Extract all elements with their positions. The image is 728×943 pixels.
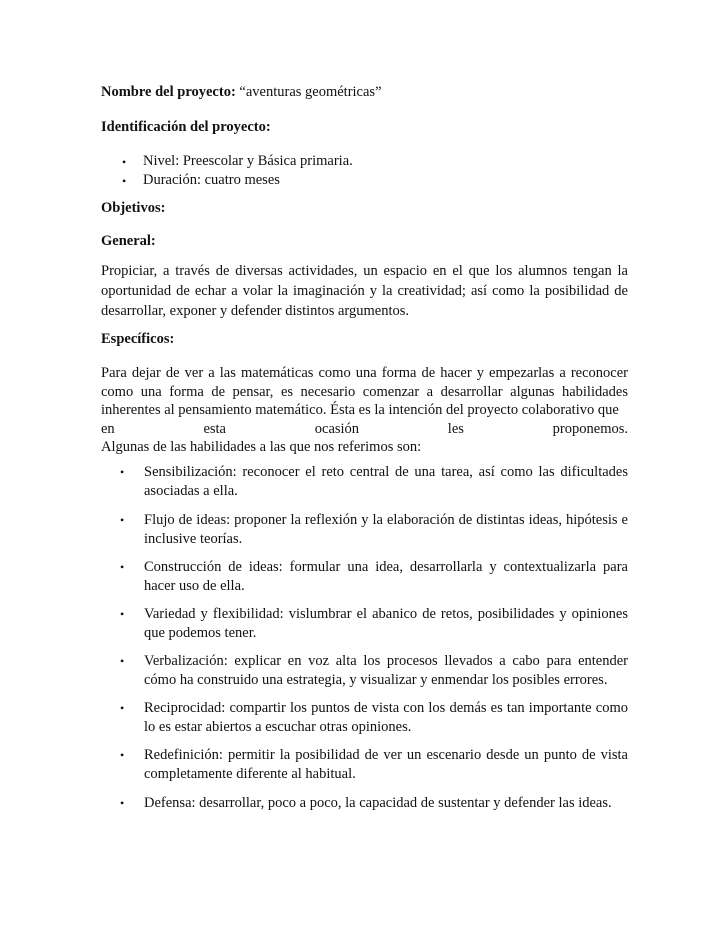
list-item [120,558,628,596]
bullet-icon: • [120,654,125,668]
project-name-line [101,83,628,102]
identification-item-level: Nivel: Preescolar y Básica primaria. [143,153,353,169]
bullet-icon: • [122,155,127,169]
bullet-icon: • [122,174,127,188]
general-heading: General: [101,233,156,249]
skill-defensa: Defensa: desarrollar, poco a poco, la capacidad de sustentar y defender las ideas. [144,795,612,811]
list-item [122,152,353,171]
bullet-icon: • [120,560,125,574]
objectives-heading: Objetivos: [101,200,166,216]
list-item [120,794,628,813]
list-item [120,605,628,643]
skill-construccion-ideas: Construcción de ideas: formular una idea, desarrollarla y contextualizarla para hacer uso de ella. [144,559,628,594]
list-item [120,652,628,690]
skill-reciprocidad: Reciprocidad: compartir los puntos de vista con los demás es tan importante como lo es estar abiertos a escuchar otras opiniones. [144,700,628,735]
project-name-value: “aventuras geométricas” [235,84,382,100]
list-item [120,699,628,737]
skill-redefinicion: Redefinición: permitir la posibilidad de ver un escenario desde un punto de vista completamente diferente al habitual. [144,747,628,782]
bullet-icon: • [120,607,125,621]
specific-paragraph [101,364,628,457]
bullet-icon: • [120,513,125,527]
specific-text-main: Para dejar de ver a las matemáticas como una forma de hacer y empezarlas a reconocer como una forma de pensar, es necesario comenzar a desarrollar algunas habilidades inherentes al pensamiento matemático. Ésta es la intención del proyecto colaborativo que [101,365,628,418]
general-paragraph: Propiciar, a través de diversas actividades, un espacio en el que los alumnos tengan la oportunidad de echar a volar la imaginación y la creatividad; así como la posibilidad de desarrollar, exponer y defender distintos argumentos. [101,263,628,319]
specific-text-intro: Algunas de las habilidades a las que nos referimos son: [101,439,422,455]
project-name-label: Nombre del proyecto: [101,84,236,100]
bullet-icon: • [120,465,125,479]
specific-heading: Específicos: [101,331,175,347]
skill-sensibilizacion: Sensibilización: reconocer el reto central de una tarea, así como las dificultades asociadas a ella. [144,464,628,499]
list-item [120,463,628,501]
bullet-icon: • [120,796,125,810]
identification-list [122,152,353,190]
skill-verbalizacion: Verbalización: explicar en voz alta los procesos llevados a cabo para entender cómo ha construido una estrategia, y visualizar y enmendar los posibles errores. [144,653,628,688]
identification-heading: Identificación del proyecto: [101,119,271,135]
bullet-icon: • [120,748,125,762]
bullet-icon: • [120,701,125,715]
skill-flujo-ideas: Flujo de ideas: proponer la reflexión y la elaboración de distintas ideas, hipótesis e inclusive teorías. [144,512,628,547]
list-item [120,511,628,549]
specific-text-spread: en esta ocasión les proponemos. [101,420,628,437]
list-item [120,746,628,784]
identification-item-duration: Duración: cuatro meses [143,172,280,188]
skill-variedad-flexibilidad: Variedad y flexibilidad: vislumbrar el abanico de retos, posibilidades y opiniones que podemos tener. [144,606,628,641]
list-item [122,171,353,190]
